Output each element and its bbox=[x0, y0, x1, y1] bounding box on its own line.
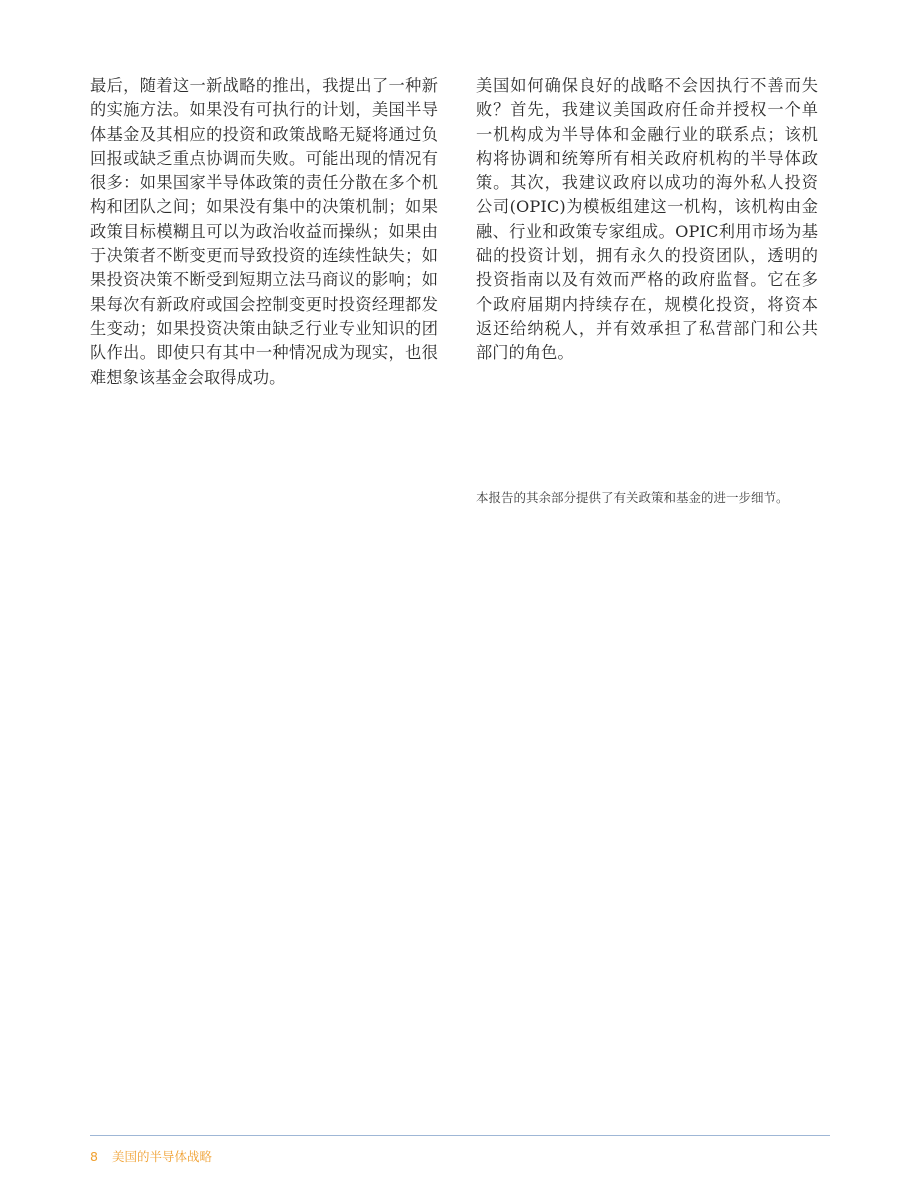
footer-divider bbox=[90, 1135, 830, 1136]
page-number: 8 bbox=[90, 1149, 98, 1164]
left-column-paragraph: 最后，随着这一新战略的推出，我提出了一种新的实施方法。如果没有可执行的计划，美国半导体基金及其相应的投资和政策战略无疑将通过负回报或缺乏重点协调而失败。可能出现的情况有很多：如果国家半导体政策的责任分散在多个机构和团队之间；如果没有集中的决策机制；如果政策目标模糊且可以为政治收益而操纵；如果由于决策者不断变更而导致投资的连续性缺失；如果投资决策不断受到短期立法马商议的影响；如果每次有新政府或国会控制变更时投资经理都发生变动；如果投资决策由缺乏行业专业知识的团队作出。即使只有其中一种情况成为现实，也很难想象该基金会取得成功。 bbox=[90, 76, 438, 387]
page-footer bbox=[90, 1147, 212, 1165]
right-column-paragraph: 美国如何确保良好的战略不会因执行不善而失败？首先，我建议美国政府任命并授权一个单一机构成为半导体和金融行业的联系点；该机构将协调和统筹所有相关政府机构的半导体政策。其次，我建议政府以成功的海外私人投资公司(OPIC)为模板组建这一机构，该机构由金融、行业和政策专家组成。OPIC利用市场为基础的投资计划，拥有永久的投资团队，透明的投资指南以及有效而严格的政府监督。它在多个政府届期内持续存在，规模化投资，将资本返还给纳税人，并有效承担了私营部门和公共部门的角色。 bbox=[476, 76, 818, 363]
running-title: 美国的半导体战略 bbox=[111, 1149, 212, 1164]
side-note: 本报告的其余部分提供了有关政策和基金的进一步细节。 bbox=[476, 490, 789, 505]
